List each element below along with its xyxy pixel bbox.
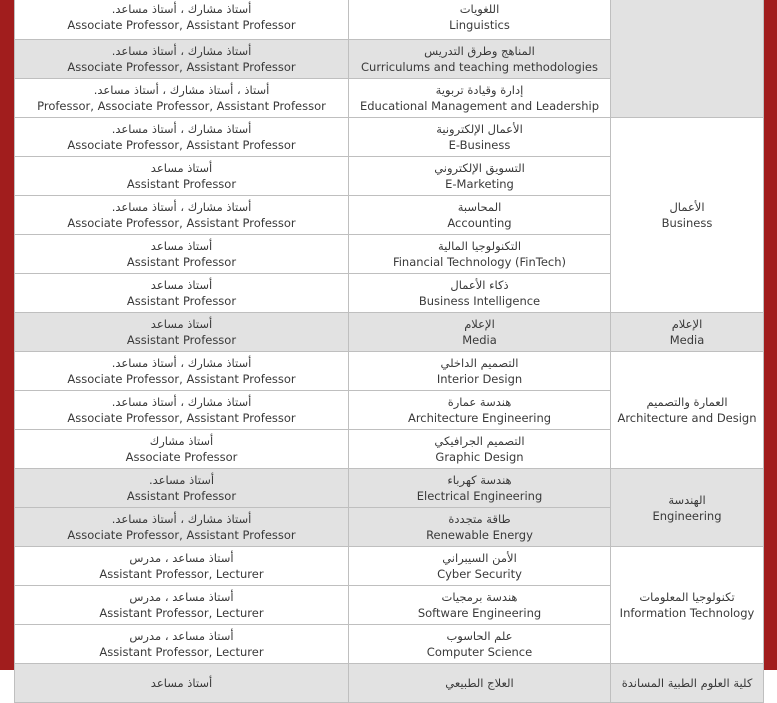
- specialization-cell: التصميم الجرافيكي Graphic Design: [349, 430, 611, 469]
- specialization-cell: إدارة وقيادة تربوية Educational Management and Leadership: [349, 79, 611, 118]
- department-cell-engineering: الهندسة Engineering: [611, 469, 764, 547]
- department-cell-medical-sciences: كلية العلوم الطبية المساندة: [611, 664, 764, 703]
- specialization-cell: المحاسبة Accounting: [349, 196, 611, 235]
- specialization-cell: الإعلام Media: [349, 313, 611, 352]
- faculty-positions-table: [14, 0, 764, 703]
- rank-cell: أستاذ مشارك ، أستاذ مساعد. Associate Professor, Assistant Professor: [15, 508, 349, 547]
- rank-cell: أستاذ مشارك ، أستاذ مساعد. Associate Professor, Assistant Professor: [15, 0, 349, 40]
- specialization-cell: هندسة عمارة Architecture Engineering: [349, 391, 611, 430]
- department-cell-architecture: العمارة والتصميم Architecture and Design: [611, 352, 764, 469]
- rank-cell: أستاذ ، أستاذ مشارك ، أستاذ مساعد. Professor, Associate Professor, Assistant Professor: [15, 79, 349, 118]
- specialization-cell: ذكاء الأعمال Business Intelligence: [349, 274, 611, 313]
- specialization-cell: التسويق الإلكتروني E-Marketing: [349, 157, 611, 196]
- specialization-cell: طاقة متجددة Renewable Energy: [349, 508, 611, 547]
- rank-cell: أستاذ مساعد. Assistant Professor: [15, 469, 349, 508]
- rank-cell: أستاذ مساعد Assistant Professor: [15, 157, 349, 196]
- specialization-cell: التصميم الداخلي Interior Design: [349, 352, 611, 391]
- department-cell-education: [611, 0, 764, 118]
- specialization-cell: التكنولوجيا المالية Financial Technology (FinTech): [349, 235, 611, 274]
- rank-cell: أستاذ مساعد ، مدرس Assistant Professor, Lecturer: [15, 547, 349, 586]
- rank-cell: أستاذ مساعد: [15, 664, 349, 703]
- rank-cell: أستاذ مشارك Associate Professor: [15, 430, 349, 469]
- rank-cell: أستاذ مشارك ، أستاذ مساعد. Associate Professor, Assistant Professor: [15, 352, 349, 391]
- rank-cell: أستاذ مساعد Assistant Professor: [15, 274, 349, 313]
- specialization-cell: المناهج وطرق التدريس Curriculums and teaching methodologies: [349, 40, 611, 79]
- right-border-frame: [763, 0, 777, 670]
- rank-cell: أستاذ مشارك ، أستاذ مساعد. Associate Professor, Assistant Professor: [15, 40, 349, 79]
- rank-cell: أستاذ مساعد Assistant Professor: [15, 313, 349, 352]
- rank-cell: أستاذ مساعد ، مدرس Assistant Professor, Lecturer: [15, 586, 349, 625]
- specialization-cell: اللغويات Linguistics: [349, 0, 611, 40]
- department-cell-it: تكنولوجيا المعلومات Information Technology: [611, 547, 764, 664]
- specialization-cell: الأمن السيبراني Cyber Security: [349, 547, 611, 586]
- specialization-cell: هندسة كهرباء Electrical Engineering: [349, 469, 611, 508]
- rank-cell: أستاذ مشارك ، أستاذ مساعد. Associate Professor, Assistant Professor: [15, 391, 349, 430]
- department-cell-business: الأعمال Business: [611, 118, 764, 313]
- specialization-cell: العلاج الطبيعي: [349, 664, 611, 703]
- left-border-frame: [0, 0, 14, 670]
- rank-cell: أستاذ مساعد Assistant Professor: [15, 235, 349, 274]
- rank-cell: أستاذ مشارك ، أستاذ مساعد. Associate Professor, Assistant Professor: [15, 196, 349, 235]
- specialization-cell: علم الحاسوب Computer Science: [349, 625, 611, 664]
- specialization-cell: الأعمال الإلكترونية E-Business: [349, 118, 611, 157]
- rank-cell: أستاذ مساعد ، مدرس Assistant Professor, Lecturer: [15, 625, 349, 664]
- rank-cell: أستاذ مشارك ، أستاذ مساعد. Associate Professor, Assistant Professor: [15, 118, 349, 157]
- specialization-cell: هندسة برمجيات Software Engineering: [349, 586, 611, 625]
- department-cell-media: الإعلام Media: [611, 313, 764, 352]
